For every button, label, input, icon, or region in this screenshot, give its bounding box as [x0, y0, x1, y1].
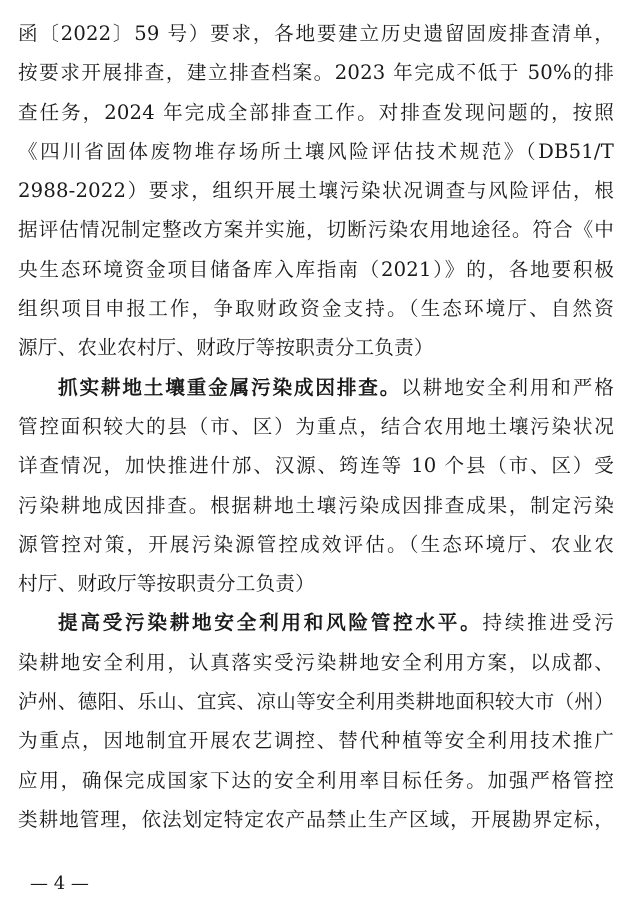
text-line: 《四川省固体废物堆存场所土壤风险评估技术规范》（DB51/T — [18, 139, 614, 163]
page-number: — 4 — — [30, 873, 89, 894]
paragraph-soil-pollution-cause — [18, 368, 614, 604]
text-line: 详查情况，加快推进什邡、汉源、筠连等 10 个县（市、区）受 — [18, 454, 614, 478]
text-line: 污染耕地成因排查。根据耕地土壤污染成因排查成果，制定污染 — [18, 493, 614, 517]
document-page — [18, 0, 614, 839]
text-line: 泸州、德阳、乐山、宜宾、凉山等安全利用类耕地面积较大市（州） — [18, 690, 614, 714]
text-line: 按要求开展排查，建立排查档案。2023 年完成不低于 50%的排 — [18, 61, 614, 85]
text-line: 染耕地安全利用，认真落实受污染耕地安全利用方案，以成都、 — [18, 650, 614, 674]
text-line: 2988-2022）要求，组织开展土壤污染状况调查与风险评估，根 — [18, 179, 614, 203]
text-line: 查任务，2024 年完成全部排查工作。对排查发现问题的，按照 — [18, 100, 614, 124]
text-line: 为重点，因地制宜开展农艺调控、替代种植等安全利用技术推广 — [18, 729, 614, 753]
text-line: 据评估情况制定整改方案并实施，切断污染农用地途径。符合《中 — [18, 218, 614, 242]
text-line: 管控面积较大的县（市、区）为重点，结合农用地土壤污染状况 — [18, 414, 614, 438]
text-line: 村厅、财政厅等按职责分工负责） — [18, 572, 315, 596]
text-line: 源厅、农业农村厅、财政厅等按职责分工负责） — [18, 336, 434, 360]
text-line: 央生态环境资金项目储备库入库指南（2021）》的，各地要积极 — [18, 257, 614, 281]
paragraph-safe-utilization — [18, 603, 614, 839]
heading-following-text: 以耕地安全利用和严格 — [401, 375, 614, 399]
text-line: 源管控对策，开展污染源管控成效评估。（生态环境厅、农业农 — [18, 532, 614, 556]
paragraph-heading: 提高受污染耕地安全利用和风险管控水平。 — [58, 611, 483, 635]
paragraph-continuation — [18, 14, 614, 368]
text-line: 应用，确保完成国家下达的安全利用率目标任务。加强严格管控 — [18, 768, 614, 792]
text-line — [18, 603, 614, 642]
heading-following-text: 持续推进受污 — [482, 611, 614, 635]
paragraph-heading: 抓实耕地土壤重金属污染成因排查。 — [58, 375, 402, 399]
text-line: 函〔2022〕59 号）要求，各地要建立历史遗留固废排查清单， — [18, 22, 614, 45]
text-line: 组织项目申报工作，争取财政资金支持。（生态环境厅、自然资 — [18, 297, 614, 321]
text-line — [18, 368, 614, 407]
text-line: 类耕地管理，依法划定特定农产品禁止生产区域，开展勘界定标， — [18, 807, 614, 831]
